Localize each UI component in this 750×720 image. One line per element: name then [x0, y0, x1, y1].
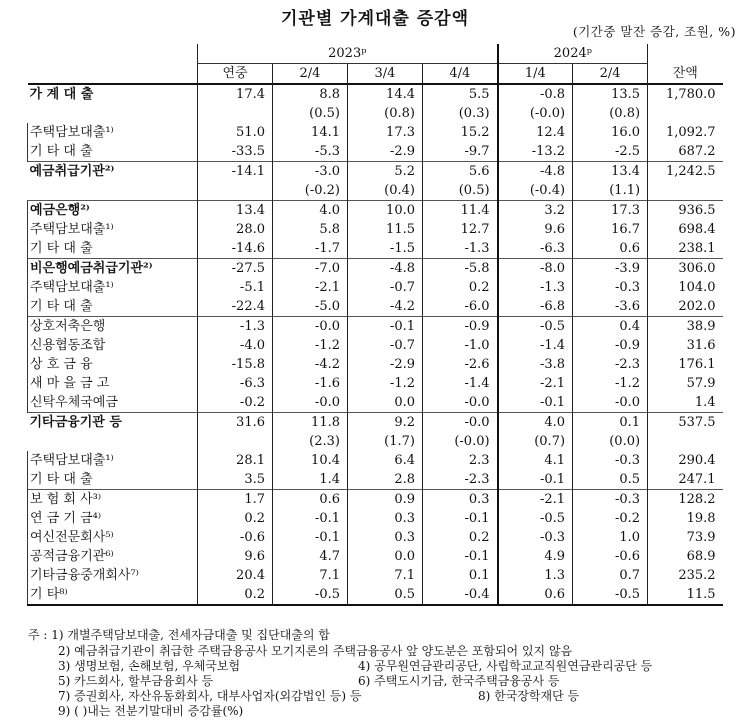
footnote: 6) 주택도시기금, 한국주택금융공사 등	[358, 674, 560, 688]
row-value: -14.6	[198, 239, 273, 259]
row-value: 104.0	[648, 278, 723, 297]
row-label: 공적금융기관⁶⁾	[28, 547, 198, 566]
footnote: 2) 예금취급기관이 취급한 주택금융공사 모기지론의 주택금융공사 앞 양도분은 포함되어 있지 않음	[58, 644, 573, 658]
table-row	[28, 239, 723, 259]
row-value: -0.3	[573, 490, 648, 510]
row-value: -0.1	[423, 509, 498, 528]
row-value: 0.0	[348, 547, 423, 566]
row-label: 신용협동조합	[28, 336, 198, 355]
table-row	[28, 162, 723, 182]
row-value: 1,092.7	[648, 123, 723, 142]
row-value: 687.2	[648, 142, 723, 162]
row-value: -5.0	[273, 297, 348, 317]
row-value: 11.4	[423, 201, 498, 221]
row-label: 상호저축은행	[28, 317, 198, 337]
row-value: -9.7	[423, 142, 498, 162]
row-label: 기 타 대 출	[28, 142, 198, 162]
row-value	[648, 181, 723, 201]
row-value: -2.3	[573, 355, 648, 374]
row-value: 306.0	[648, 259, 723, 279]
row-value: -4.2	[348, 297, 423, 317]
row-value: 31.6	[198, 413, 273, 433]
table-row	[28, 317, 723, 337]
row-value: (-0.0)	[423, 432, 498, 451]
col-header: 연중	[198, 64, 273, 85]
row-value: 28.1	[198, 451, 273, 470]
row-value: 9.6	[198, 547, 273, 566]
col-header: 잔액	[648, 64, 723, 85]
table-row	[28, 432, 723, 451]
row-value: 238.1	[648, 239, 723, 259]
row-value: 11.5	[648, 585, 723, 605]
row-value: 2.8	[348, 470, 423, 490]
row-value	[198, 432, 273, 451]
row-value: 0.1	[423, 566, 498, 585]
table-row	[28, 123, 723, 142]
row-label: 새 마 을 금 고	[28, 374, 198, 393]
table-row	[28, 278, 723, 297]
col-header: 2/4	[273, 64, 348, 85]
header-blank	[28, 64, 198, 85]
row-value: -0.5	[273, 585, 348, 605]
row-value: (-0.4)	[498, 181, 573, 201]
row-value: 51.0	[198, 123, 273, 142]
row-value	[648, 104, 723, 123]
table-row	[28, 355, 723, 374]
row-label: 기타금융기관 등	[28, 413, 198, 433]
row-value: 5.5	[423, 84, 498, 104]
row-value: -1.0	[423, 336, 498, 355]
row-value: -1.4	[423, 374, 498, 393]
row-value: -2.9	[348, 355, 423, 374]
row-value: -5.3	[273, 142, 348, 162]
row-label: 보 험 회 사³⁾	[28, 490, 198, 510]
row-value: 12.7	[423, 220, 498, 239]
row-value: 0.0	[348, 393, 423, 413]
row-value: -1.5	[348, 239, 423, 259]
row-value: 13.4	[573, 162, 648, 182]
row-value: 16.0	[573, 123, 648, 142]
row-label: 여신전문회사⁵⁾	[28, 528, 198, 547]
col-header: 1/4	[498, 64, 573, 85]
row-value: 4.1	[498, 451, 573, 470]
row-value: (1.1)	[573, 181, 648, 201]
row-value: 0.2	[198, 509, 273, 528]
footnote: 4) 공무원연금관리공단, 사립학교교직원연금관리공단 등	[358, 659, 653, 673]
row-label: 주택담보대출¹⁾	[28, 451, 198, 470]
row-value: 936.5	[648, 201, 723, 221]
row-value: -13.2	[498, 142, 573, 162]
table-row	[28, 566, 723, 585]
year-2023: 2023ᵖ	[198, 44, 498, 64]
row-label: 주택담보대출¹⁾	[28, 220, 198, 239]
row-value: 3.5	[198, 470, 273, 490]
row-value: -0.3	[573, 451, 648, 470]
row-value: 17.4	[198, 84, 273, 104]
row-value: -33.5	[198, 142, 273, 162]
row-value: (0.0)	[573, 432, 648, 451]
row-label: 기 타 대 출	[28, 470, 198, 490]
row-value: 1.7	[198, 490, 273, 510]
row-label: 가 계 대 출	[28, 84, 198, 104]
table-row	[28, 547, 723, 566]
row-value: -2.6	[423, 355, 498, 374]
row-value: -1.4	[498, 336, 573, 355]
row-value: 247.1	[648, 470, 723, 490]
row-value: -0.3	[498, 528, 573, 547]
row-value: -0.0	[573, 393, 648, 413]
row-value: 8.8	[273, 84, 348, 104]
table-row	[28, 413, 723, 433]
row-value: 0.2	[423, 528, 498, 547]
row-value: -0.6	[573, 547, 648, 566]
row-value: -0.1	[348, 317, 423, 337]
table-row	[28, 336, 723, 355]
row-value: 31.6	[648, 336, 723, 355]
row-value: -0.2	[573, 509, 648, 528]
row-value: 0.5	[348, 585, 423, 605]
table-row	[28, 142, 723, 162]
row-value: -0.5	[573, 585, 648, 605]
row-label	[28, 181, 198, 201]
row-value: -0.0	[423, 413, 498, 433]
row-value: (2.3)	[273, 432, 348, 451]
row-value: -6.3	[498, 239, 573, 259]
row-value: 0.6	[498, 585, 573, 605]
row-value: (0.5)	[273, 104, 348, 123]
row-value	[198, 104, 273, 123]
row-value: -0.1	[498, 470, 573, 490]
row-value: 13.5	[573, 84, 648, 104]
header-blank	[648, 44, 723, 64]
table-row	[28, 84, 723, 104]
row-value: -0.1	[498, 393, 573, 413]
table-row	[28, 528, 723, 547]
table-row	[28, 490, 723, 510]
table-row	[28, 104, 723, 123]
row-label: 예금은행²⁾	[28, 201, 198, 221]
row-value: -2.3	[423, 470, 498, 490]
row-value: (-0.2)	[273, 181, 348, 201]
row-label: 기 타⁸⁾	[28, 585, 198, 605]
row-value: 10.0	[348, 201, 423, 221]
row-value: 0.7	[573, 566, 648, 585]
row-value: 6.4	[348, 451, 423, 470]
row-value: -4.0	[198, 336, 273, 355]
row-value: (0.5)	[423, 181, 498, 201]
row-value: 0.1	[573, 413, 648, 433]
row-value: -0.5	[498, 317, 573, 337]
row-value: -0.1	[423, 547, 498, 566]
row-value: 19.8	[648, 509, 723, 528]
row-value: -2.1	[273, 278, 348, 297]
table-title: 기관별 가계대출 증감액	[280, 9, 470, 29]
row-value: -0.1	[273, 509, 348, 528]
year-2024: 2024ᵖ	[498, 44, 648, 64]
row-value: -0.4	[423, 585, 498, 605]
footnote: 7) 증권회사, 자산유동화회사, 대부사업자(외감법인 등) 등	[58, 689, 362, 703]
row-value: 17.3	[348, 123, 423, 142]
row-value	[648, 432, 723, 451]
row-value: 1,242.5	[648, 162, 723, 182]
row-value: 0.4	[573, 317, 648, 337]
row-value: -3.8	[498, 355, 573, 374]
row-value: -0.0	[273, 393, 348, 413]
row-value: 12.4	[498, 123, 573, 142]
row-value: -5.8	[423, 259, 498, 279]
row-value: -2.1	[498, 490, 573, 510]
row-value: 11.5	[348, 220, 423, 239]
row-value: 7.1	[348, 566, 423, 585]
table-row	[28, 181, 723, 201]
row-value: 10.4	[273, 451, 348, 470]
row-value: -2.1	[498, 374, 573, 393]
row-value: 0.2	[423, 278, 498, 297]
row-value: -0.3	[573, 278, 648, 297]
table-row	[28, 220, 723, 239]
row-value: 17.3	[573, 201, 648, 221]
row-value: -0.8	[498, 84, 573, 104]
row-value: 4.9	[498, 547, 573, 566]
row-label: 기타금융중개회사⁷⁾	[28, 566, 198, 585]
row-value: 0.2	[198, 585, 273, 605]
row-value: 38.9	[648, 317, 723, 337]
row-value: 290.4	[648, 451, 723, 470]
row-value: -4.8	[348, 259, 423, 279]
row-value: -5.1	[198, 278, 273, 297]
row-value: 0.9	[348, 490, 423, 510]
table-row	[28, 374, 723, 393]
row-value: -1.3	[498, 278, 573, 297]
row-label: 기 타 대 출	[28, 297, 198, 317]
header-blank	[28, 44, 198, 64]
row-value: -0.0	[423, 393, 498, 413]
row-value: 11.8	[273, 413, 348, 433]
footnote: 9) ( )내는 전분기말대비 증감률(%)	[58, 704, 244, 718]
row-value: 1.4	[648, 393, 723, 413]
row-value: 4.0	[498, 413, 573, 433]
table-row	[28, 201, 723, 221]
col-header: 4/4	[423, 64, 498, 85]
row-value: (0.4)	[348, 181, 423, 201]
row-value: -3.0	[273, 162, 348, 182]
row-value: -1.2	[573, 374, 648, 393]
row-value: -8.0	[498, 259, 573, 279]
row-value: -0.9	[573, 336, 648, 355]
row-value: 0.5	[573, 470, 648, 490]
row-label: 주택담보대출¹⁾	[28, 123, 198, 142]
row-value: -2.5	[573, 142, 648, 162]
row-label: 연 금 기 금⁴⁾	[28, 509, 198, 528]
row-value: 4.7	[273, 547, 348, 566]
row-value: 698.4	[648, 220, 723, 239]
row-value: -3.6	[573, 297, 648, 317]
row-value: 0.3	[423, 490, 498, 510]
table-row	[28, 585, 723, 605]
table-row	[28, 509, 723, 528]
row-value: 176.1	[648, 355, 723, 374]
row-value: -1.3	[198, 317, 273, 337]
row-value: -27.5	[198, 259, 273, 279]
table-row	[28, 259, 723, 279]
row-label: 비은행예금취급기관²⁾	[28, 259, 198, 279]
table-row	[28, 393, 723, 413]
row-value: -0.2	[198, 393, 273, 413]
row-label	[28, 104, 198, 123]
row-value: 0.6	[273, 490, 348, 510]
row-value: -0.1	[273, 528, 348, 547]
row-value: 20.4	[198, 566, 273, 585]
row-value: -1.7	[273, 239, 348, 259]
row-value: -2.9	[348, 142, 423, 162]
row-value: -1.3	[423, 239, 498, 259]
row-value: 9.6	[498, 220, 573, 239]
row-value: -1.2	[348, 374, 423, 393]
row-value: (0.7)	[498, 432, 573, 451]
row-value: -0.6	[198, 528, 273, 547]
row-value: 1.4	[273, 470, 348, 490]
col-header: 2/4	[573, 64, 648, 85]
footnote: 8) 한국장학재단 등	[478, 689, 580, 703]
row-value: 15.2	[423, 123, 498, 142]
row-value	[198, 181, 273, 201]
row-label: 상 호 금 융	[28, 355, 198, 374]
col-header: 3/4	[348, 64, 423, 85]
row-value: (-0.0)	[498, 104, 573, 123]
row-value: -6.0	[423, 297, 498, 317]
row-value: (0.3)	[423, 104, 498, 123]
row-value: 235.2	[648, 566, 723, 585]
row-value: -1.2	[273, 336, 348, 355]
row-value: -6.8	[498, 297, 573, 317]
row-label	[28, 432, 198, 451]
row-value: 0.3	[348, 509, 423, 528]
row-value: -3.9	[573, 259, 648, 279]
row-value: -0.9	[423, 317, 498, 337]
row-value: -4.8	[498, 162, 573, 182]
row-value: 128.2	[648, 490, 723, 510]
row-value: 1,780.0	[648, 84, 723, 104]
row-value: 4.0	[273, 201, 348, 221]
row-value: 202.0	[648, 297, 723, 317]
row-value: -15.8	[198, 355, 273, 374]
row-value: 0.6	[573, 239, 648, 259]
row-value: 537.5	[648, 413, 723, 433]
row-value: -4.2	[273, 355, 348, 374]
row-value: 16.7	[573, 220, 648, 239]
row-label: 예금취급기관²⁾	[28, 162, 198, 182]
row-value: (0.8)	[348, 104, 423, 123]
row-value: 1.3	[498, 566, 573, 585]
row-value: -14.1	[198, 162, 273, 182]
table-row	[28, 470, 723, 490]
row-value: -0.0	[273, 317, 348, 337]
row-value: -1.6	[273, 374, 348, 393]
row-value: 2.3	[423, 451, 498, 470]
row-value: -7.0	[273, 259, 348, 279]
footnote: 5) 카드회사, 할부금융회사 등	[58, 674, 214, 688]
row-value: 57.9	[648, 374, 723, 393]
footnote: 3) 생명보험, 손해보험, 우체국보험	[58, 659, 241, 673]
row-value: 7.1	[273, 566, 348, 585]
row-value: 13.4	[198, 201, 273, 221]
row-label: 신탁우체국예금	[28, 393, 198, 413]
row-label: 기 타 대 출	[28, 239, 198, 259]
row-value: 14.1	[273, 123, 348, 142]
household-loan-table	[27, 44, 723, 606]
row-value: 9.2	[348, 413, 423, 433]
unit-note: (기간중 말잔 증감, 조원, %)	[572, 24, 736, 39]
row-value: -22.4	[198, 297, 273, 317]
table-row	[28, 451, 723, 470]
footnote: 주 : 1) 개별주택담보대출, 전세자금대출 및 집단대출의 합	[28, 628, 330, 642]
row-value: 14.4	[348, 84, 423, 104]
row-value: 73.9	[648, 528, 723, 547]
row-value: (0.8)	[573, 104, 648, 123]
row-label: 주택담보대출¹⁾	[28, 278, 198, 297]
row-value: 3.2	[498, 201, 573, 221]
row-value: (1.7)	[348, 432, 423, 451]
row-value: 0.3	[348, 528, 423, 547]
row-value: 68.9	[648, 547, 723, 566]
row-value: 5.6	[423, 162, 498, 182]
row-value: 28.0	[198, 220, 273, 239]
table-row	[28, 297, 723, 317]
row-value: -0.5	[498, 509, 573, 528]
row-value: 1.0	[573, 528, 648, 547]
row-value: -0.7	[348, 278, 423, 297]
row-value: -6.3	[198, 374, 273, 393]
row-value: 5.8	[273, 220, 348, 239]
row-value: 5.2	[348, 162, 423, 182]
row-value: -0.7	[348, 336, 423, 355]
